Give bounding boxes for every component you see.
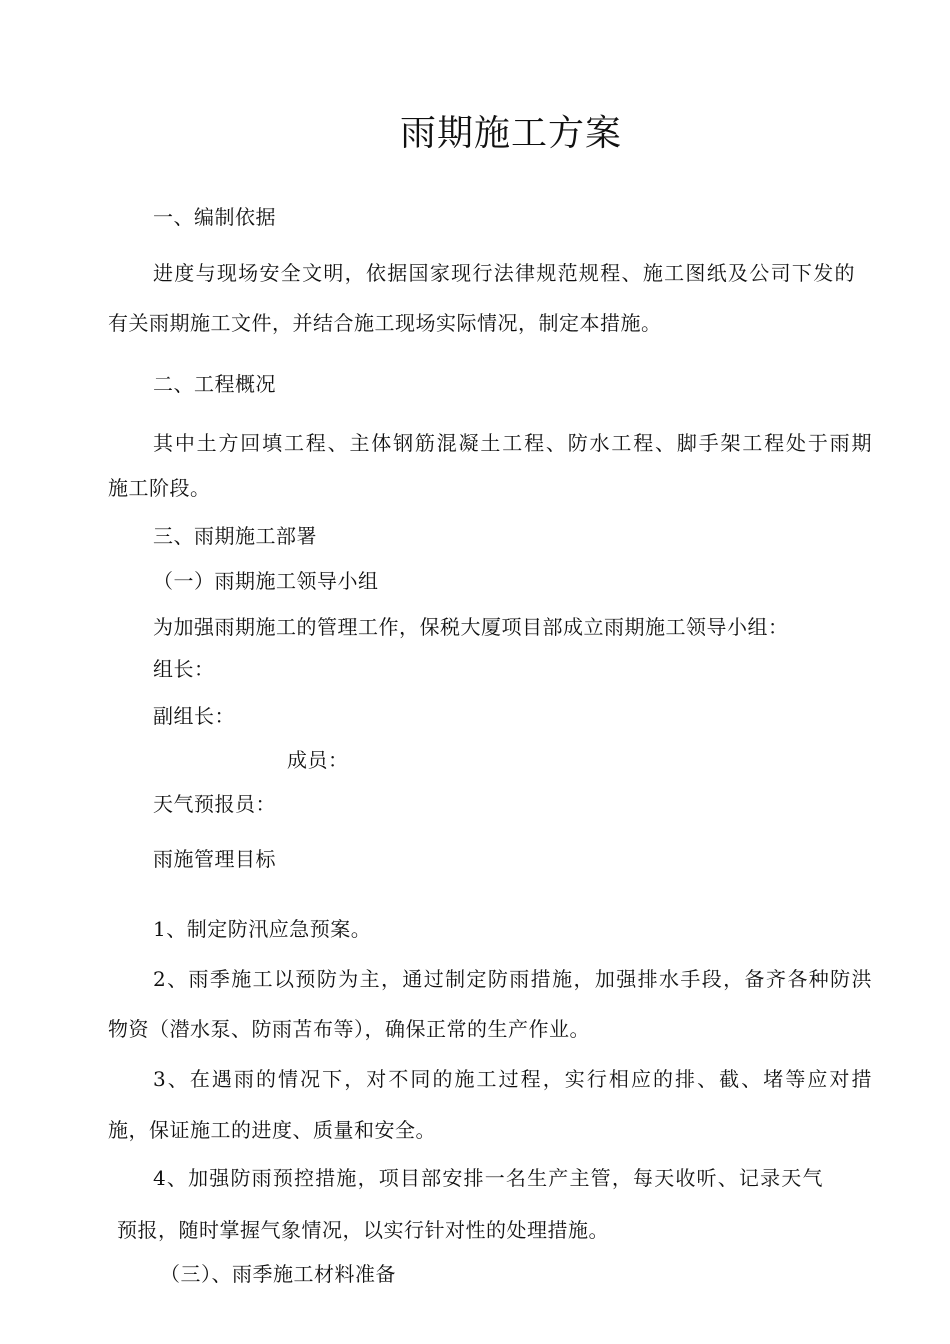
paragraph-line: 有关雨期施工文件，并结合施工现场实际情况，制定本措施。: [108, 311, 662, 335]
paragraph-line: 施，保证施工的进度、质量和安全。: [108, 1118, 436, 1142]
paragraph-line: 进度与现场安全文明，依据国家现行法律规范规程、施工图纸及公司下发的: [153, 261, 855, 285]
section-heading-deployment: 三、雨期施工部署: [153, 524, 317, 548]
role-deputy-leader: 副组长：: [153, 704, 235, 728]
section-heading-basis: 一、编制依据: [153, 205, 276, 229]
subsection-heading-goals: 雨施管理目标: [153, 847, 276, 871]
paragraph-line: 其中土方回填工程、主体钢筋混凝土工程、防水工程、脚手架工程处于雨期: [153, 431, 872, 455]
list-item: 1、制定防汛应急预案。: [153, 917, 372, 941]
paragraph-line: 施工阶段。: [108, 476, 211, 500]
subsection-heading: （三）、雨季施工材料准备: [160, 1262, 396, 1286]
subsection-heading: （一）雨期施工领导小组: [153, 569, 379, 593]
document-title: 雨期施工方案: [400, 113, 623, 154]
role-leader: 组长：: [153, 657, 215, 681]
list-item: 3、在遇雨的情况下，对不同的施工过程，实行相应的排、截、堵等应对措: [153, 1067, 872, 1091]
paragraph-line: 为加强雨期施工的管理工作，保税大厦项目部成立雨期施工领导小组：: [153, 615, 789, 639]
paragraph-line: 预报，随时掌握气象情况，以实行针对性的处理措施。: [117, 1218, 609, 1242]
paragraph-line: 物资（潜水泵、防雨苫布等），确保正常的生产作业。: [108, 1017, 590, 1041]
role-weather-forecaster: 天气预报员：: [153, 792, 276, 816]
list-item: 2、雨季施工以预防为主，通过制定防雨措施，加强排水手段，备齐各种防洪: [153, 967, 872, 991]
role-members: 成员：: [287, 748, 349, 772]
list-item: 4、加强防雨预控措施，项目部安排一名生产主管，每天收听、记录天气: [153, 1166, 823, 1190]
section-heading-overview: 二、工程概况: [153, 372, 276, 396]
